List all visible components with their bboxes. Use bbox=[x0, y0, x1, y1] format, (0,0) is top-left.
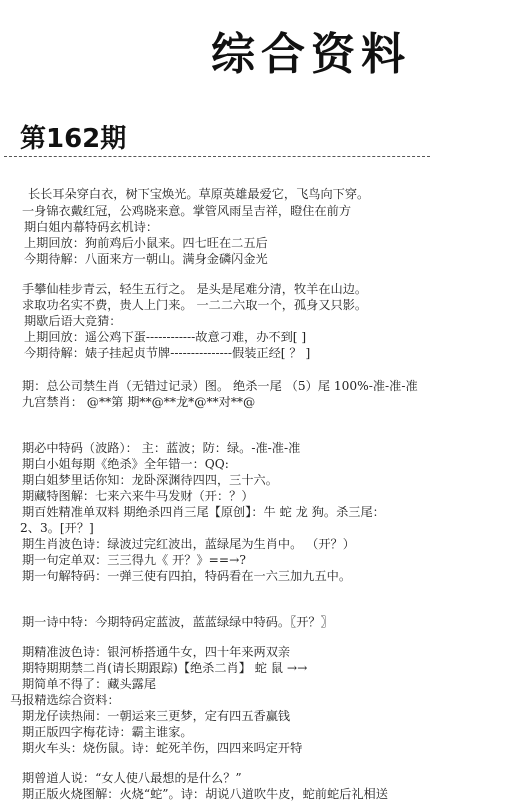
text-line: 上期回放：遥公鸡下蛋------------故意刁难，办不到[ ] bbox=[24, 330, 307, 344]
text-line: 期歇后语大竞猜： bbox=[24, 314, 122, 328]
text-line: 期正版四字梅花诗：霸主谁家。 bbox=[22, 725, 193, 739]
text-line: 期火车头：烧伤鼠。诗：蛇死羊伤，四四来吗定开特 bbox=[22, 741, 303, 755]
text-line: 期白姐梦里话你知：龙卧深渊待四四，三十六。 bbox=[22, 473, 278, 487]
page-title: 综合资料 bbox=[211, 29, 411, 80]
text-line: 期藏特图解：七来六来牛马发财（开：？） bbox=[22, 489, 254, 503]
text-line: 2、3。[开？] bbox=[20, 521, 94, 535]
text-line: 期白姐内幕特码玄机诗： bbox=[24, 220, 159, 234]
text-line: 求取功名实不费，贵人上门来。 一二二六取一个，孤身又只影。 bbox=[22, 298, 368, 312]
text-line: 期精准波色诗：银河桥搭通牛女，四十年来两双亲 bbox=[22, 645, 291, 659]
text-line: 期一句解特码：一弹三使有四拍，特码看在一六三加九五中。 bbox=[22, 569, 352, 583]
text-line: 期白小姐每期《绝杀》全年错一：QQ: bbox=[22, 457, 229, 471]
text-line: 手攀仙桂步青云，轻生五行之。 是头是尾难分清，牧羊在山边。 bbox=[22, 282, 368, 296]
text-line: 上期回放：狗前鸡后小鼠来。四七旺在二五后 bbox=[24, 236, 268, 250]
text-line: 期曾道人说：“女人使八最想的是什么？” bbox=[22, 771, 242, 785]
text-line: 长长耳朵穿白衣，树下宝焕光。草原英雄最爱它，飞鸟向下穿。 bbox=[28, 187, 370, 201]
issue-number: 第162期 bbox=[20, 124, 127, 154]
text-line: 期百姓精准单双料 期绝杀四肖三尾【原创】：牛 蛇 龙 狗。杀三尾： bbox=[22, 505, 385, 519]
text-line: 期特期期禁二肖(请长期跟踪)【绝杀二肖】 蛇 鼠 →→ bbox=[22, 661, 308, 675]
text-line: 马报精选综合资料： bbox=[10, 693, 120, 707]
text-line: 期龙仔读热闹：一朝运来三更梦，定有四五香赢钱 bbox=[22, 709, 291, 723]
text-line: 期：总公司禁生肖（无错过记录）图。 绝杀一尾 （5）尾 100%-准-准-准 bbox=[22, 379, 418, 393]
text-line: 九宫禁肖： @**第 期**@**龙*@**对**@ bbox=[22, 395, 256, 409]
text-line: 期一诗中特：今期特码定蓝波，蓝蓝绿绿中特码。〖开？〗 bbox=[22, 615, 333, 629]
text-line: 期必中特码（波路）： 主：蓝波；防：绿。-准-准-准 bbox=[22, 441, 301, 455]
text-line: 期简单不得了：藏头露尾 bbox=[22, 677, 157, 691]
text-line: 期正版火烧图解：火烧“蛇”。诗：胡说八道吹牛皮，蛇前蛇后礼相送 bbox=[22, 787, 388, 801]
text-line: 今期待解：八面来方一朝山。满身金磷闪金光 bbox=[24, 252, 268, 266]
text-line: 今期待解：婊子挂起贞节牌---------------假装正经[ ？ ] bbox=[24, 346, 311, 360]
text-line: 一身锦衣戴红冠，公鸡晓来意。掌管风雨呈吉祥，瞪住在前方 bbox=[22, 204, 352, 218]
divider bbox=[4, 156, 430, 157]
text-line: 期生肖波色诗：绿波过完红波出，蓝绿尾为生肖中。 （开？） bbox=[22, 537, 355, 551]
text-line: 期一句定单双：三三得九《 开？》==→? bbox=[22, 553, 246, 567]
